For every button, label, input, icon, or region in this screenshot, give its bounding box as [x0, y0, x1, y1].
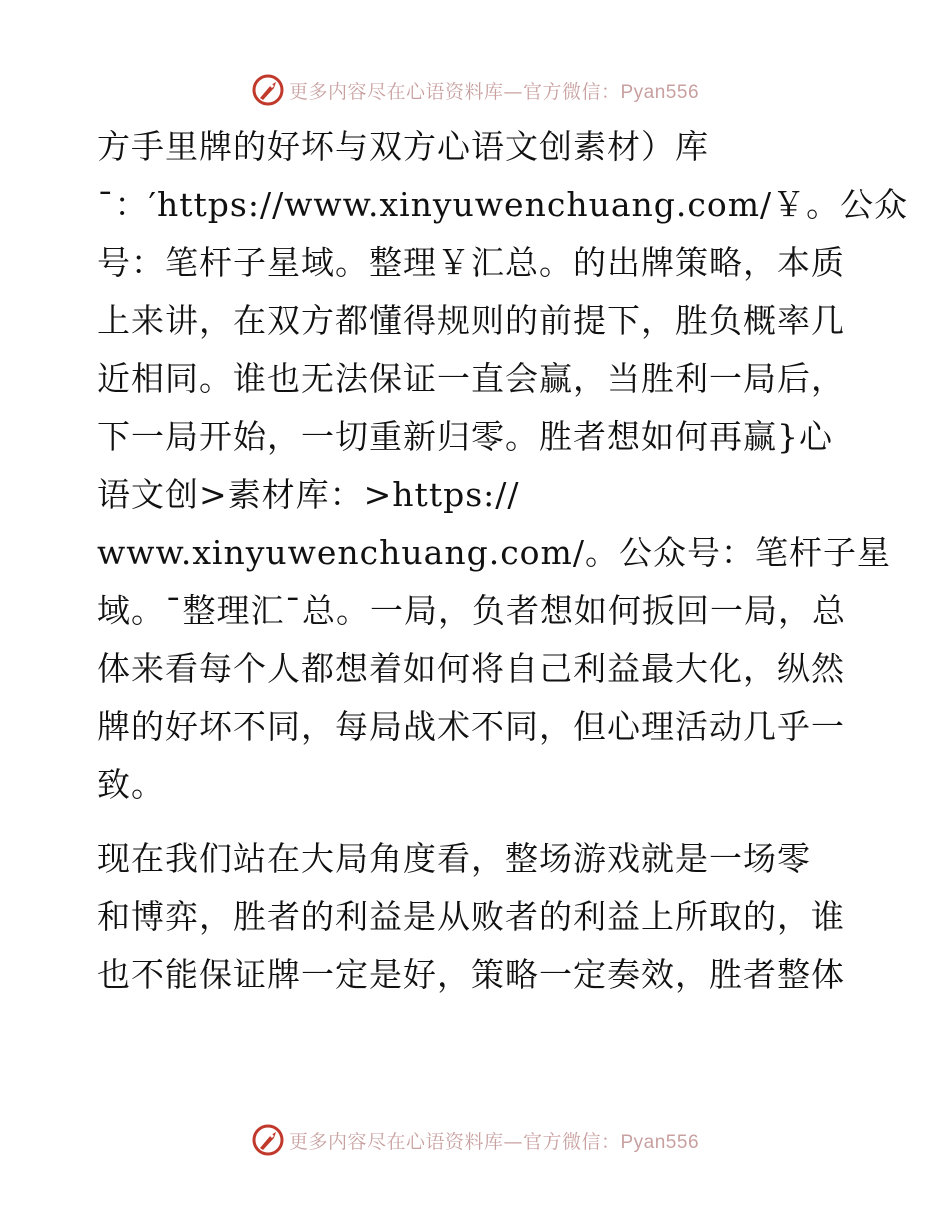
text-line: 牌的好坏不同，每局战术不同，但心理活动几乎一 [97, 707, 845, 746]
text-line: 现在我们站在大局角度看，整场游戏就是一场零 [97, 839, 811, 878]
text-line: 上来讲，在双方都懂得规则的前提下，胜负概率几 [97, 301, 845, 340]
header-wechat-id: Pyan556 [620, 81, 700, 103]
footer-wechat-id: Pyan556 [620, 1131, 700, 1153]
paragraph-1 [97, 118, 909, 814]
pen-nib-logo-icon [251, 73, 285, 107]
header-brand-text [289, 77, 699, 104]
text-line: 致。 [97, 765, 165, 804]
text-line: 体来看每个人都想着如何将自己利益最大化，纵然 [97, 649, 845, 688]
footer-brand-label: 更多内容尽在心语资料库—官方微信： [288, 1130, 621, 1153]
text-line: 语文创>素材库：>https:// [97, 475, 520, 514]
text-line: 方手里牌的好坏与双方心语文创素材）库 [97, 127, 709, 166]
pen-nib-logo-icon [251, 1123, 285, 1157]
footer-brand-text [289, 1127, 699, 1154]
text-line: 也不能保证牌一定是好，策略一定奏效，胜者整体 [97, 955, 845, 994]
header-banner [0, 70, 950, 110]
text-line: 号：笔杆子星域。整理￥汇总。的出牌策略，本质 [97, 243, 845, 282]
text-line: ¯：′https://www.xinyuwenchuang.com/￥。公众 [97, 185, 909, 224]
text-line: 下一局开始，一切重新归零。胜者想如何再赢}心 [97, 417, 833, 456]
text-line: 近相同。谁也无法保证一直会赢，当胜利一局后， [97, 359, 845, 398]
document-body [97, 118, 909, 1004]
text-line: 域。¯整理汇¯总。一局，负者想如何扳回一局，总 [97, 591, 846, 630]
header-brand-label: 更多内容尽在心语资料库—官方微信： [288, 80, 621, 103]
footer-banner [0, 1120, 950, 1160]
text-line: 和博弈，胜者的利益是从败者的利益上所取的，谁 [97, 897, 845, 936]
paragraph-2 [97, 830, 857, 1004]
text-line: www.xinyuwenchuang.com/。公众号：笔杆子星 [97, 533, 891, 572]
